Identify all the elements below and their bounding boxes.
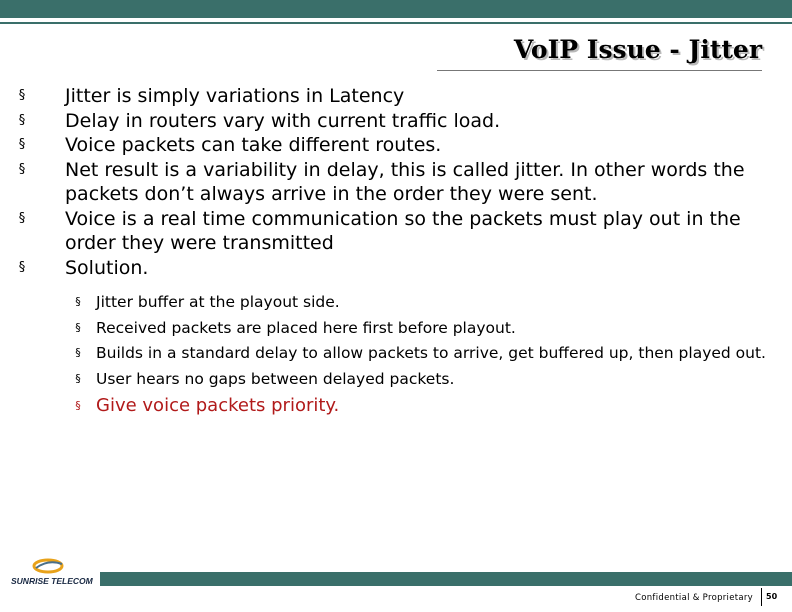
- sub-bullet-text: Jitter buffer at the playout side.: [96, 293, 340, 311]
- sunrise-telecom-logo: [10, 557, 96, 587]
- sub-bullet-text: Builds in a standard delay to allow packets to arrive, get buffered up, then played out.: [96, 344, 766, 362]
- bullet-item: [15, 133, 785, 158]
- sub-bullet-text: Received packets are placed here first before playout.: [96, 318, 516, 337]
- logo-text: SUNRISE TELECOM: [11, 576, 93, 586]
- bullet-text: Jitter is simply variations in Latency: [65, 85, 405, 107]
- bullet-item: [15, 207, 785, 256]
- confidential-label: Confidential & Proprietary: [635, 593, 754, 603]
- bullet-text: Net result is a variability in delay, this is called jitter. In other words the packets don’t always arrive in the order they were sent.: [65, 158, 745, 205]
- bullet-marker-icon: §: [75, 371, 81, 385]
- sub-bullet-item: [15, 369, 785, 390]
- sub-bullet-item-highlight: [15, 394, 785, 418]
- slide-title: VoIP Issue - Jitter: [513, 35, 762, 64]
- footer-divider: [761, 588, 762, 606]
- sub-bullet-text: Give voice packets priority.: [96, 395, 340, 416]
- sub-bullet-item: [15, 343, 785, 364]
- bullet-marker-icon: §: [18, 259, 26, 275]
- bullet-list: [15, 84, 785, 418]
- bullet-marker-icon: §: [75, 295, 81, 308]
- bullet-text: Voice packets can take different routes.: [65, 134, 442, 156]
- bullet-marker-icon: §: [75, 320, 81, 334]
- sub-bullet-item: [15, 292, 785, 313]
- top-rule: [0, 22, 792, 24]
- bullet-marker-icon: §: [18, 210, 26, 226]
- bottom-band: [100, 572, 792, 586]
- bullet-marker-icon: §: [18, 137, 26, 152]
- top-band: [0, 0, 792, 18]
- bullet-marker-icon: §: [75, 399, 81, 412]
- bullet-item: [15, 109, 785, 134]
- title-underline: [437, 70, 762, 71]
- page-number: 50: [766, 592, 778, 601]
- bullet-marker-icon: §: [18, 161, 26, 177]
- bullet-item: [15, 158, 785, 207]
- sub-bullet-item: [15, 318, 785, 339]
- bullet-text: Solution.: [65, 256, 149, 279]
- bullet-text: Delay in routers vary with current traffic load.: [65, 109, 501, 132]
- bullet-item: [15, 256, 785, 281]
- bullet-marker-icon: §: [18, 88, 26, 103]
- sub-bullet-text: User hears no gaps between delayed packets.: [96, 369, 455, 388]
- bullet-marker-icon: §: [18, 112, 26, 128]
- logo-swoosh-icon: [36, 562, 62, 568]
- bullet-text: Voice is a real time communication so the packets must play out in the order they were transmitted: [65, 207, 741, 254]
- bullet-item: [15, 84, 785, 109]
- bullet-marker-icon: §: [75, 346, 81, 359]
- title-container: [514, 35, 762, 64]
- sub-bullet-list: [15, 292, 785, 418]
